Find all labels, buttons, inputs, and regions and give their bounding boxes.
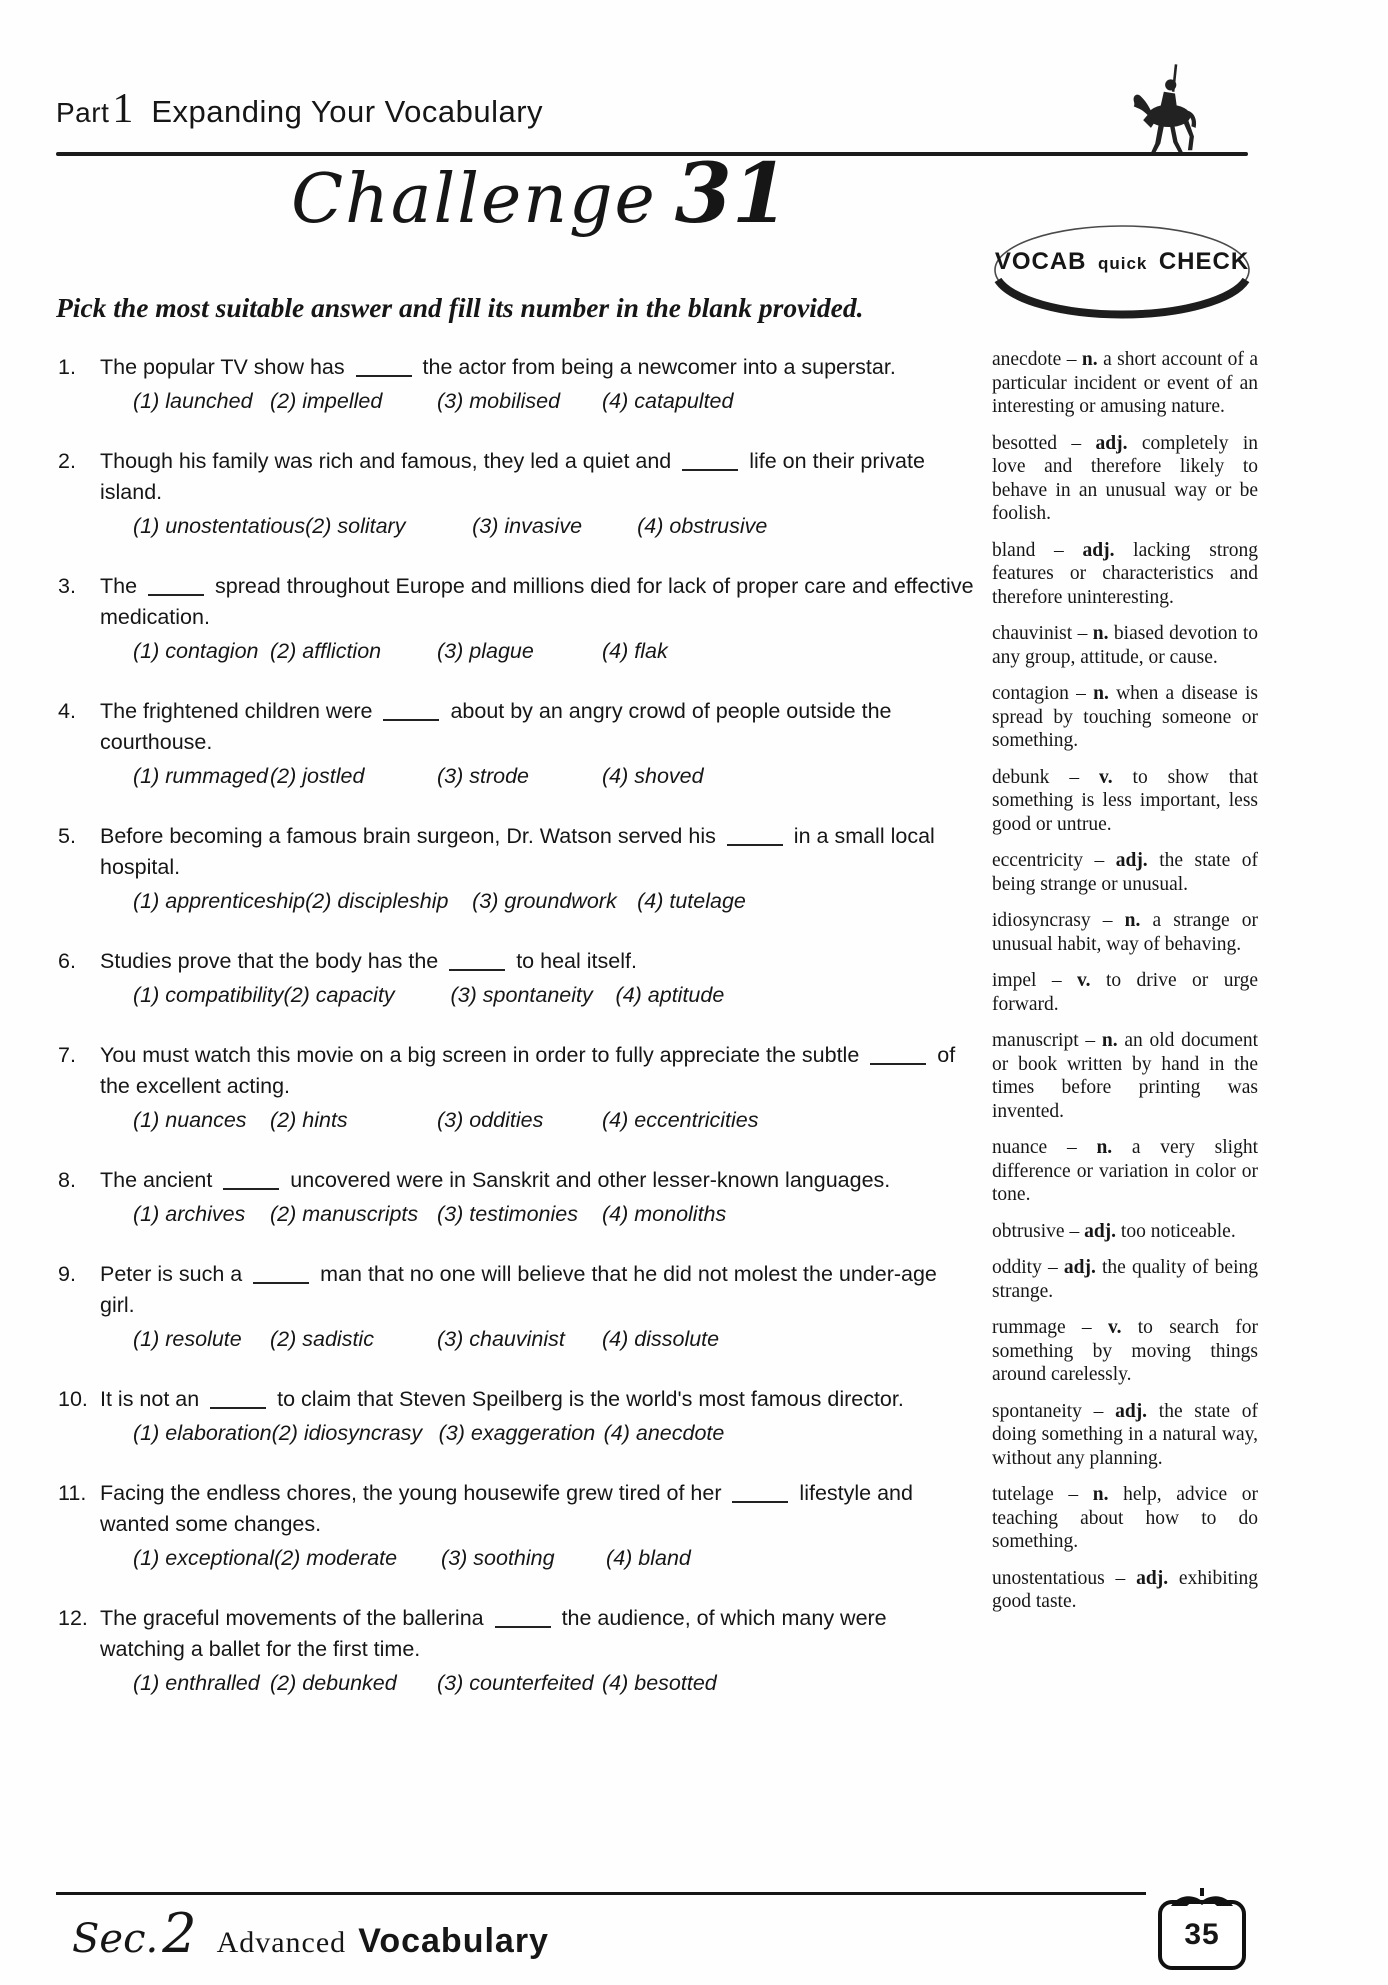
glossary-pos: v.: [1099, 766, 1113, 788]
answer-blank: [727, 829, 783, 846]
answer-blank: [148, 579, 204, 596]
question-options: [133, 980, 976, 1011]
option-3: (3) chauvinist: [437, 1327, 565, 1351]
option-1: (1) apprenticeship: [133, 889, 306, 913]
footer-rule: [56, 1892, 1146, 1895]
question-options: [133, 511, 976, 542]
answer-blank: [383, 704, 439, 721]
glossary-pos: adj.: [1136, 1567, 1169, 1589]
question-text: It is not an to claim that Steven Speilberg is the world's most famous director.: [100, 1387, 904, 1411]
question-number: 5.: [58, 824, 76, 848]
glossary-pos: adj.: [1115, 850, 1148, 871]
glossary-entry-besotted: besotted – adj. completely in love and therefore likely to behave in an unusual way or be foolish.: [992, 432, 1258, 524]
question-options: [133, 1324, 976, 1355]
sec-subtitle: Advanced: [216, 1926, 347, 1959]
option-1: (1) archives: [133, 1202, 246, 1226]
option-2: (2) affliction: [270, 639, 382, 663]
question-number: 7.: [58, 1043, 76, 1067]
question-text: The ancient uncovered were in Sanskrit and other lesser-known languages.: [100, 1168, 891, 1192]
part-title: Expanding Your Vocabulary: [151, 94, 544, 129]
option-3: (3) oddities: [437, 1108, 544, 1132]
option-1: (1) launched: [133, 389, 253, 413]
glossary-term: debunk: [992, 766, 1050, 788]
glossary-pos: n.: [1092, 1484, 1109, 1505]
question-11: [58, 1478, 976, 1574]
badge-word-check: CHECK: [1158, 248, 1250, 275]
badge-text: [988, 248, 1256, 276]
question-body: [100, 1165, 976, 1230]
option-4: (4) anecdote: [603, 1421, 725, 1445]
glossary-entry-contagion: contagion – n. when a disease is spread by touching someone or something.: [992, 683, 1258, 751]
knight-on-horse-icon: [1126, 64, 1212, 159]
glossary-term: eccentricity: [992, 850, 1083, 871]
option-4: (4) besotted: [602, 1671, 717, 1695]
option-1: (1) enthralled: [133, 1671, 260, 1695]
part-heading: [56, 88, 543, 130]
question-text: You must watch this movie on a big screen in order to fully appreciate the subtle of the excellent acting.: [100, 1043, 956, 1098]
page-number: 35: [1184, 1918, 1220, 1951]
question-text: The graceful movements of the ballerina the audience, of which many were watching a ballet for the first time.: [100, 1606, 887, 1661]
question-options: [133, 1418, 976, 1449]
question-text: Facing the endless chores, the young housewife grew tired of her lifestyle and wanted some changes.: [100, 1481, 913, 1536]
glossary-term: obtrusive: [992, 1220, 1065, 1242]
answer-blank: [449, 954, 505, 971]
question-text: The frightened children were about by an angry crowd of people outside the courthouse.: [100, 699, 892, 754]
option-2: (2) jostled: [270, 764, 365, 788]
question-text: The spread throughout Europe and millions died for lack of proper care and effective medication.: [100, 574, 974, 629]
question-number: 12.: [58, 1606, 88, 1630]
glossary-pos: adj.: [1115, 1400, 1148, 1422]
question-options: [133, 761, 976, 792]
option-4: (4) tutelage: [637, 889, 746, 913]
glossary-term: manuscript: [992, 1030, 1079, 1051]
glossary-entry-unostentatious: unostentatious – adj. exhibiting good taste.: [992, 1567, 1258, 1612]
option-3: (3) testimonies: [437, 1202, 578, 1226]
question-body: [100, 1040, 976, 1136]
question-body: [100, 1603, 976, 1699]
glossary-term: besotted: [992, 432, 1057, 454]
answer-blank: [210, 1392, 266, 1409]
question-number: 1.: [58, 355, 76, 379]
question-number: 2.: [58, 449, 76, 473]
option-4: (4) monoliths: [602, 1202, 727, 1226]
glossary-list: [992, 348, 1258, 1627]
option-2: (2) solitary: [305, 514, 406, 538]
glossary-pos: n.: [1081, 349, 1098, 370]
option-3: (3) exaggeration: [438, 1421, 596, 1445]
question-number: 9.: [58, 1262, 76, 1286]
glossary-entry-tutelage: tutelage – n. help, advice or teaching about how to do something.: [992, 1484, 1259, 1552]
glossary-pos: adj.: [1082, 539, 1115, 561]
question-list: [58, 352, 976, 1728]
question-options: [133, 386, 976, 417]
question-text: Though his family was rich and famous, they led a quiet and life on their private island.: [100, 449, 925, 504]
question-body: [100, 1478, 976, 1574]
clipboard-clip-icon: [1169, 1888, 1235, 1913]
question-8: [58, 1165, 976, 1230]
question-text: Before becoming a famous brain surgeon, Dr. Watson served his in a small local hospital.: [100, 824, 935, 879]
option-1: (1) unostentatious: [133, 514, 306, 538]
sec-number: 2: [162, 1902, 197, 1965]
glossary-pos: n.: [1124, 910, 1141, 931]
glossary-term: anecdote: [992, 349, 1062, 370]
question-12: [58, 1603, 976, 1699]
option-1: (1) elaboration: [133, 1421, 272, 1445]
question-number: 4.: [58, 699, 76, 723]
answer-blank: [732, 1486, 788, 1503]
glossary-term: rummage: [992, 1317, 1066, 1338]
question-text: Studies prove that the body has the to heal itself.: [100, 949, 637, 973]
challenge-number: 31: [674, 146, 789, 242]
option-4: (4) bland: [606, 1546, 691, 1570]
option-3: (3) mobilised: [437, 389, 561, 413]
question-5: [58, 821, 976, 917]
answer-blank: [223, 1173, 279, 1190]
option-2: (2) discipleship: [305, 889, 449, 913]
question-options: [133, 1668, 976, 1699]
answer-blank: [356, 360, 412, 377]
option-3: (3) groundwork: [472, 889, 617, 913]
question-body: [100, 446, 976, 542]
question-options: [133, 1543, 976, 1574]
option-3: (3) plague: [437, 639, 534, 663]
option-4: (4) eccentricities: [602, 1108, 759, 1132]
glossary-entry-obtrusive: obtrusive – adj. too noticeable.: [992, 1220, 1236, 1242]
part-number: 1: [112, 86, 134, 132]
glossary-entry-manuscript: manuscript – n. an old document or book written by hand in the times before printing was invented.: [992, 1030, 1259, 1122]
glossary-entry-nuance: nuance – n. a very slight difference or variation in color or tone.: [992, 1137, 1259, 1205]
question-body: [100, 1259, 976, 1355]
glossary-entry-oddity: oddity – adj. the quality of being strange.: [992, 1257, 1258, 1302]
glossary-entry-chauvinist: chauvinist – n. biased devotion to any group, attitude, or cause.: [992, 623, 1258, 668]
glossary-pos: adj.: [1063, 1257, 1096, 1278]
glossary-entry-anecdote: anecdote – n. a short account of a particular incident or event of an interesting or amusing nature.: [992, 349, 1259, 417]
glossary-pos: adj.: [1084, 1220, 1117, 1242]
option-2: (2) hints: [270, 1108, 348, 1132]
glossary-entry-bland: bland – adj. lacking strong features or characteristics and therefore uninteresting.: [992, 539, 1258, 608]
glossary-pos: n.: [1096, 1137, 1113, 1158]
answer-blank: [495, 1611, 551, 1628]
question-9: [58, 1259, 976, 1355]
option-1: (1) rummaged: [133, 764, 269, 788]
option-3: (3) counterfeited: [437, 1671, 594, 1695]
option-3: (3) spontaneity: [450, 983, 593, 1007]
question-body: [100, 946, 976, 1011]
glossary-entry-spontaneity: spontaneity – adj. the state of doing something in a natural way, without any planning.: [992, 1400, 1259, 1469]
answer-blank: [682, 454, 738, 471]
question-body: [100, 571, 976, 667]
option-3: (3) strode: [437, 764, 530, 788]
question-number: 8.: [58, 1168, 76, 1192]
option-1: (1) contagion: [133, 639, 259, 663]
option-2: (2) moderate: [274, 1546, 398, 1570]
glossary-pos: v.: [1077, 970, 1091, 991]
glossary-term: spontaneity: [992, 1400, 1082, 1422]
question-body: [100, 352, 976, 417]
vocab-quick-check-badge: [988, 218, 1256, 336]
glossary-pos: n.: [1093, 683, 1109, 704]
option-4: (4) flak: [602, 639, 668, 663]
option-2: (2) idiosyncrasy: [271, 1421, 423, 1445]
challenge-title: [290, 146, 790, 242]
question-number: 11.: [58, 1481, 87, 1505]
glossary-pos: n.: [1092, 623, 1109, 644]
glossary-term: tutelage: [992, 1484, 1054, 1505]
glossary-entry-rummage: rummage – v. to search for something by moving things around carelessly.: [992, 1317, 1259, 1385]
option-1: (1) nuances: [133, 1108, 247, 1132]
glossary-pos: n.: [1101, 1030, 1118, 1051]
glossary-entry-impel: impel – v. to drive or urge forward.: [992, 970, 1258, 1015]
option-1: (1) compatibility: [133, 983, 284, 1007]
glossary-term: oddity: [992, 1257, 1042, 1278]
glossary-term: chauvinist: [992, 623, 1073, 644]
option-3: (3) soothing: [441, 1546, 555, 1570]
question-number: 3.: [58, 574, 76, 598]
answer-blank: [870, 1048, 926, 1065]
question-number: 10.: [58, 1387, 88, 1411]
question-options: [133, 886, 976, 917]
question-options: [133, 636, 976, 667]
glossary-entry-eccentricity: eccentricity – adj. the state of being strange or unusual.: [992, 850, 1258, 895]
question-3: [58, 571, 976, 667]
glossary-term: impel: [992, 970, 1037, 991]
section-heading: [72, 1902, 549, 1965]
question-body: [100, 821, 976, 917]
question-4: [58, 696, 976, 792]
question-10: [58, 1384, 976, 1449]
question-body: [100, 696, 976, 792]
option-4: (4) catapulted: [602, 389, 734, 413]
sec-title: Vocabulary: [358, 1922, 549, 1960]
question-7: [58, 1040, 976, 1136]
question-number: 6.: [58, 949, 76, 973]
part-label: Part: [56, 97, 110, 128]
glossary-entry-debunk: debunk – v. to show that something is less important, less good or untrue.: [992, 766, 1258, 835]
option-4: (4) aptitude: [615, 983, 725, 1007]
question-body: [100, 1384, 976, 1449]
question-6: [58, 946, 976, 1011]
question-options: [133, 1199, 976, 1230]
badge-word-vocab: VOCAB: [994, 248, 1087, 275]
option-2: (2) capacity: [283, 983, 395, 1007]
answer-blank: [253, 1267, 309, 1284]
challenge-word: Challenge: [291, 160, 657, 239]
glossary-pos: v.: [1107, 1317, 1122, 1338]
glossary-term: bland: [992, 539, 1036, 561]
question-text: Peter is such a man that no one will believe that he did not molest the under-age girl.: [100, 1262, 937, 1317]
option-3: (3) invasive: [472, 514, 583, 538]
page-number-box: [1158, 1900, 1246, 1970]
glossary-entry-idiosyncrasy: idiosyncrasy – n. a strange or unusual habit, way of behaving.: [992, 910, 1258, 955]
option-2: (2) impelled: [270, 389, 383, 413]
option-4: (4) shoved: [602, 764, 704, 788]
option-1: (1) resolute: [133, 1327, 242, 1351]
glossary-pos: adj.: [1095, 432, 1128, 454]
question-1: [58, 352, 976, 417]
glossary-term: idiosyncrasy: [992, 910, 1091, 931]
option-2: (2) debunked: [270, 1671, 397, 1695]
badge-oval-icon: [988, 218, 1256, 336]
question-options: [133, 1105, 976, 1136]
glossary-term: unostentatious: [992, 1567, 1105, 1589]
glossary-term: contagion: [992, 683, 1069, 704]
option-1: (1) exceptional: [133, 1546, 275, 1570]
question-2: [58, 446, 976, 542]
option-2: (2) manuscripts: [270, 1202, 419, 1226]
option-4: (4) obstrusive: [637, 514, 768, 538]
option-4: (4) dissolute: [602, 1327, 720, 1351]
instruction-line: Pick the most suitable answer and fill its number in the blank provided.: [56, 292, 864, 323]
glossary-term: nuance: [992, 1137, 1048, 1158]
sec-label-script: Sec.: [72, 1916, 159, 1962]
question-text: The popular TV show has the actor from being a newcomer into a superstar.: [100, 355, 896, 379]
badge-word-quick: quick: [1097, 254, 1148, 273]
option-2: (2) sadistic: [270, 1327, 374, 1351]
